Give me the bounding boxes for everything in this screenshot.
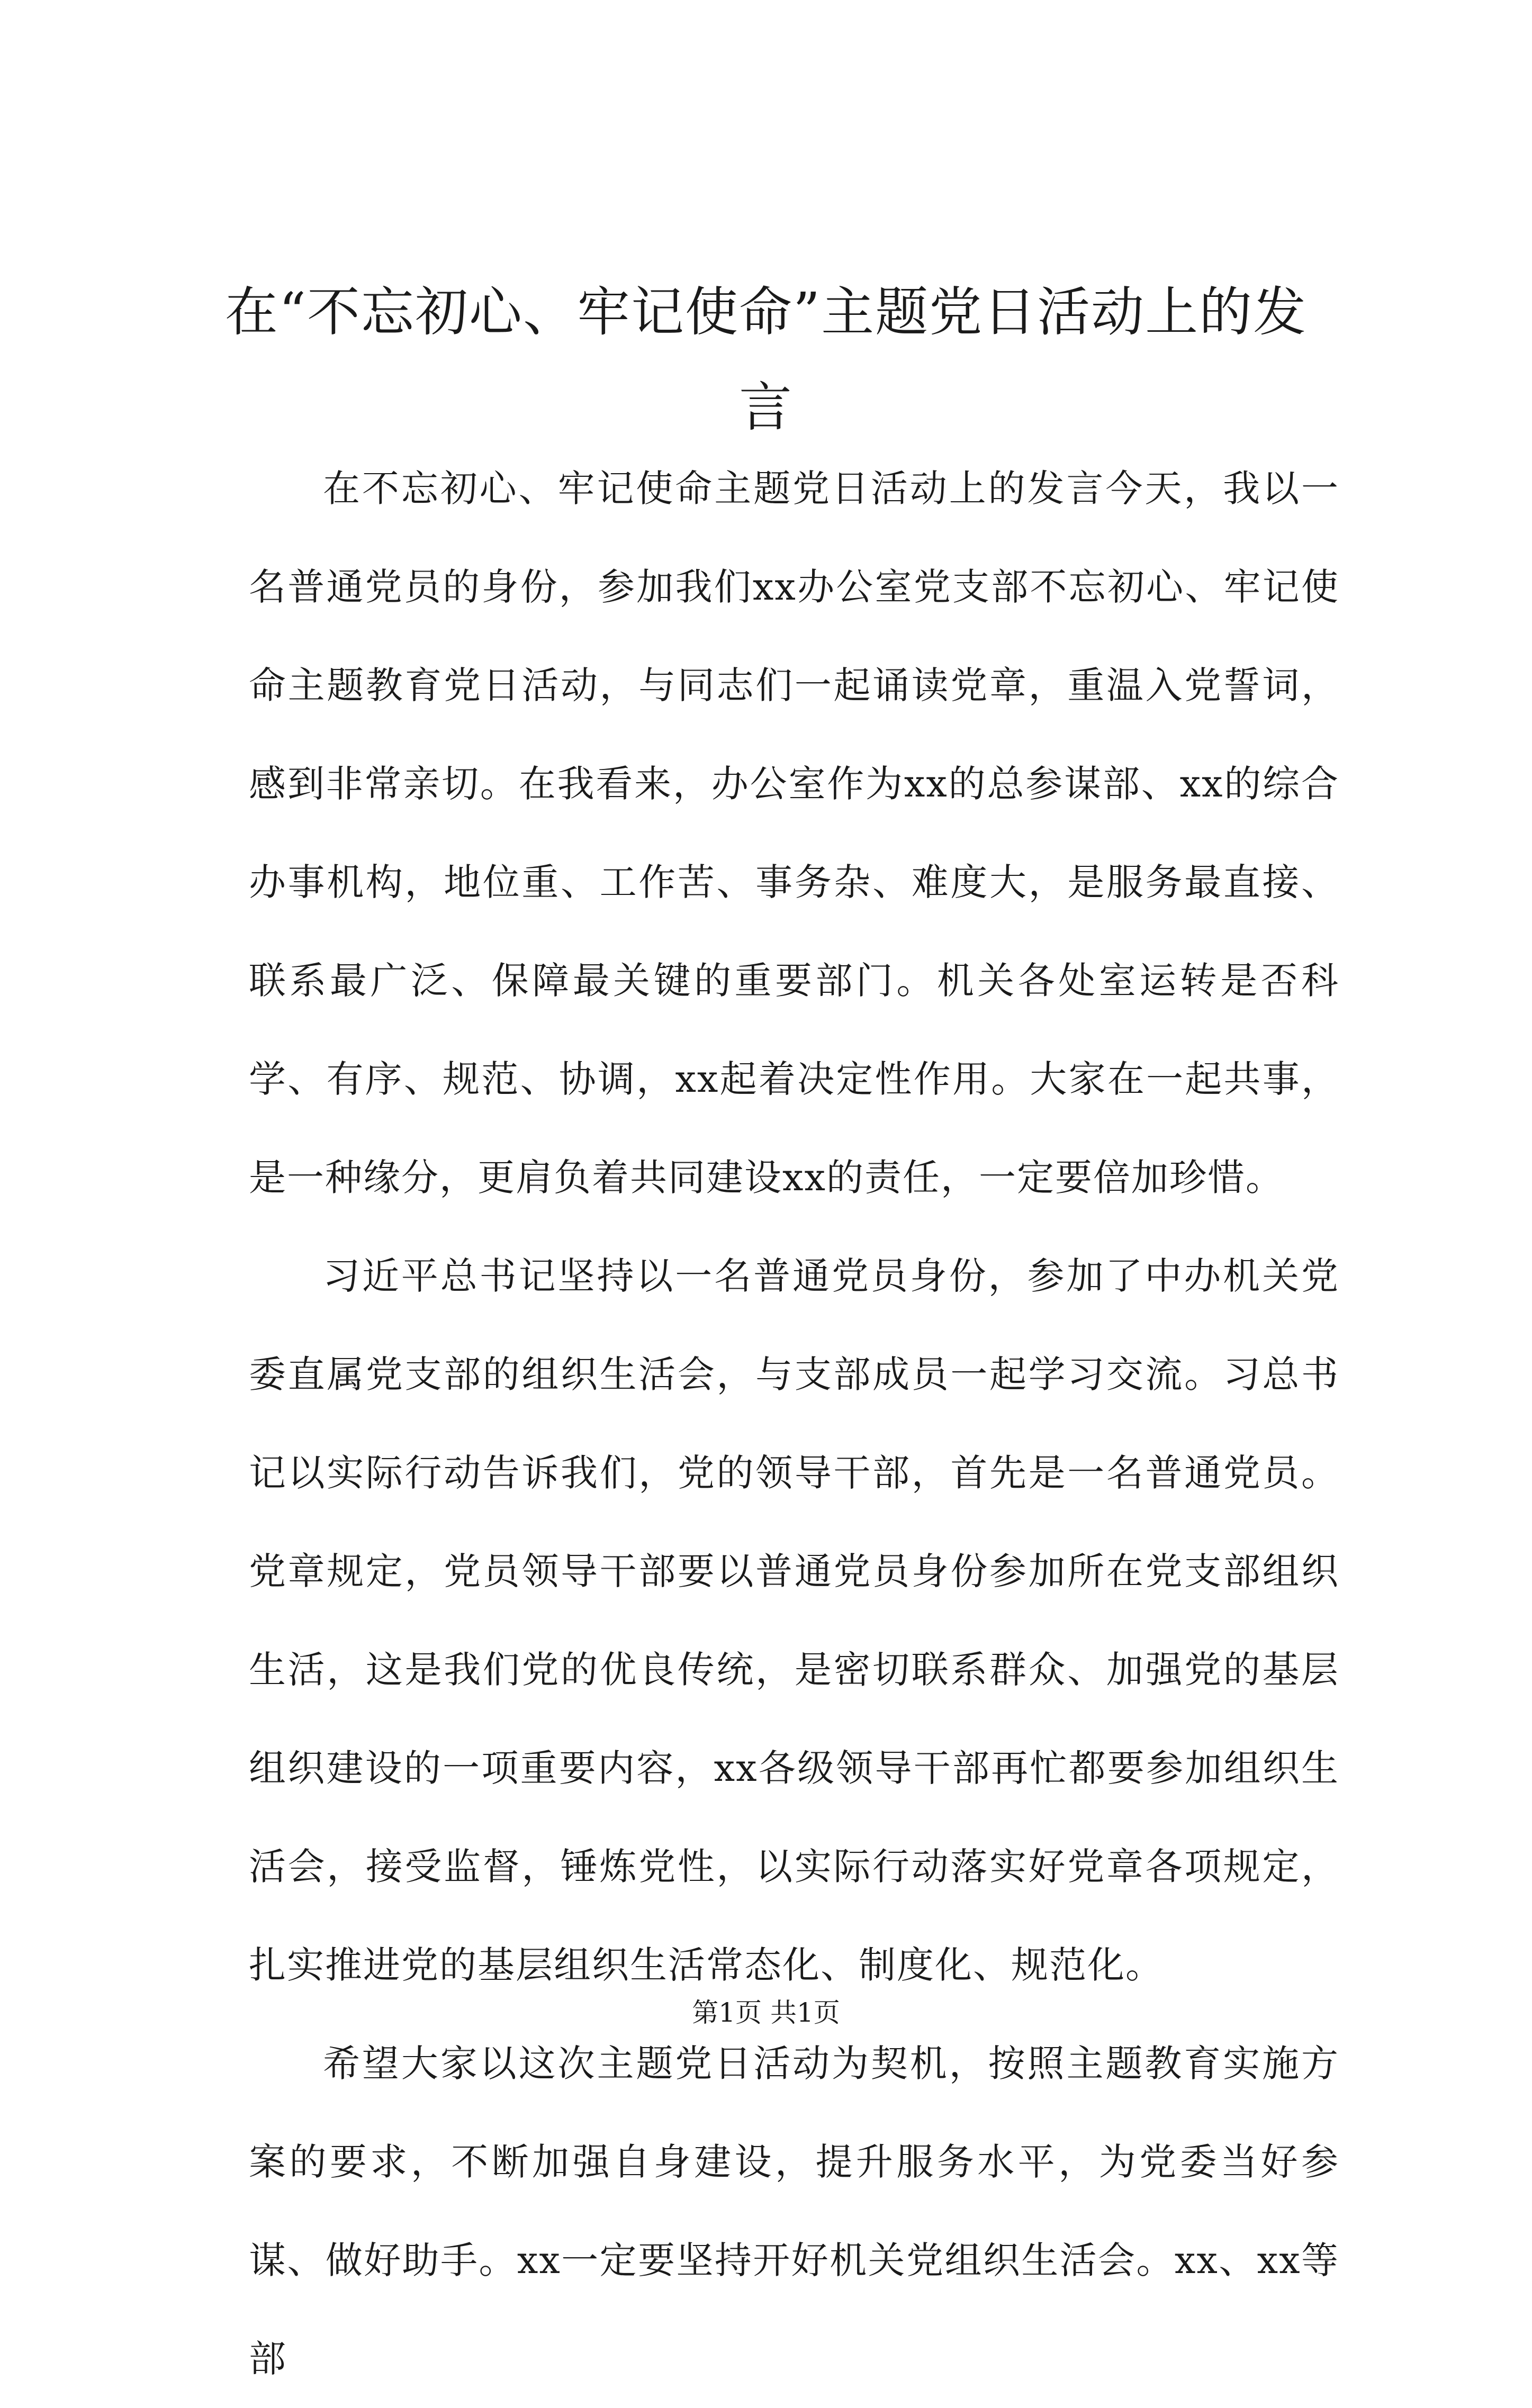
paragraph-2: 习近平总书记坚持以一名普通党员身份，参加了中办机关党委直属党支部的组织生活会，与支部成员一起学习交流。习总书记以实际行动告诉我们，党的领导干部，首先是一名普通党员。党章规定，党员领导干部要以普通党员身份参加所在党支部组织生活，这是我们党的优良传统，是密切联系群众、加强党的基层组织建设的一项重要内容，xx各级领导干部再忙都要参加组织生活会，接受监督，锤炼党性，以实际行动落实好党章各项规定，扎实推进党的基层组织生活常态化、制度化、规范化。 [249, 1254, 1339, 1987]
document-title: 在“不忘初心、牢记使命”主题党日活动上的发言 [224, 281, 1308, 438]
document-body [249, 439, 1339, 2408]
paragraph-1: 在不忘初心、牢记使命主题党日活动上的发言今天，我以一名普通党员的身份，参加我们xx办公室党支部不忘初心、牢记使命主题教育党日活动，与同志们一起诵读党章，重温入党誓词，感到非常亲切。在我看来，办公室作为xx的总参谋部、xx的综合办事机构，地位重、工作苦、事务杂、难度大，是服务最直接、联系最广泛、保障最关键的重要部门。机关各处室运转是否科学、有序、规范、协调，xx起着决定性作用。大家在一起共事，是一种缘分，更肩负着共同建设xx的责任，一定要倍加珍惜。 [249, 467, 1339, 1199]
page-footer: 第1页 共1页 [692, 1997, 840, 2028]
paragraph-3: 希望大家以这次主题党日活动为契机，按照主题教育实施方案的要求，不断加强自身建设，提升服务水平，为党委当好参谋、做好助手。xx一定要坚持开好机关党组织生活会。xx、xx等部 [249, 2042, 1339, 2380]
